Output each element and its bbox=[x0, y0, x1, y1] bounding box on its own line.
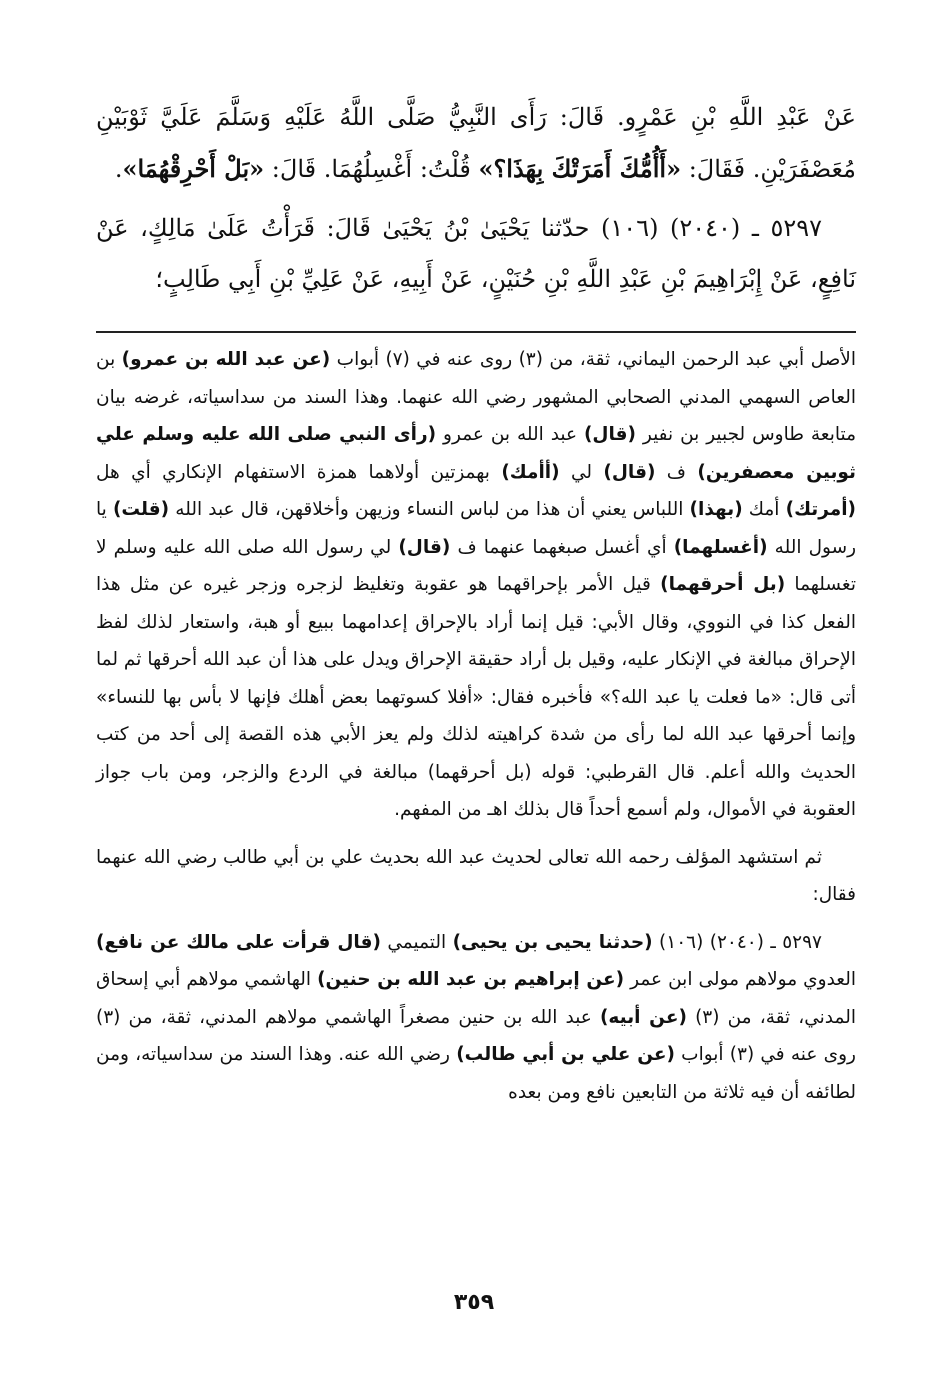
text-segment: ٥٢٩٧ ـ (٢٠٤٠) (١٠٦) bbox=[652, 931, 822, 953]
commentary-paragraph-1 bbox=[96, 341, 856, 829]
bold-segment: (قال) bbox=[603, 461, 656, 483]
text-segment: الأصل أبي عبد الرحمن اليماني، ثقة، من (٣) روى عنه في (٧) أبواب bbox=[330, 349, 856, 370]
bold-segment: (عن أبيه) bbox=[599, 1006, 687, 1028]
bold-segment: (قال قرأت على مالك عن نافع) bbox=[96, 931, 381, 953]
text-segment: أي أغسل صبغهما عنهما ف bbox=[450, 536, 674, 558]
bold-segment: «بَلْ أَحْرِقْهُمَا» bbox=[122, 154, 265, 183]
bold-segment: (بهذا) bbox=[689, 499, 743, 520]
text-segment: بهمزتين أولاهما همزة الاستفهام الإنكاري أي هل bbox=[96, 461, 502, 483]
text-segment: ٥٢٩٧ ـ (٢٠٤٠) (١٠٦) حدّثنا يَحْيَىٰ بْنُ يَحْيَىٰ قَالَ: قَرَأْتُ عَلَىٰ مَالِكٍ، عَنْ نَافِعٍ، عَنْ إِبْرَاهِيمَ بْنِ عَبْدِ اللَّهِ بْنِ حُنَيْنٍ، عَنْ أَبِيهِ، عَنْ عَلِيِّ بْنِ أَبِي طَالِبٍ؛ bbox=[96, 214, 856, 293]
book-page bbox=[96, 92, 856, 1386]
page-number: ٣٥٩ bbox=[453, 1290, 495, 1315]
bold-segment: (عن عبد الله بن عمرو) bbox=[121, 349, 331, 370]
text-segment: التميمي bbox=[380, 931, 453, 953]
bold-segment: (بل أحرقهما) bbox=[660, 574, 786, 595]
text-segment: ف bbox=[655, 461, 698, 483]
bold-segment: «أَأُمُّكَ أَمَرَتْكَ بِهَذَا؟» bbox=[478, 154, 682, 183]
hadith-paragraph-1 bbox=[96, 92, 856, 195]
text-segment: ثم استشهد المؤلف رحمه الله تعالى لحديث عبد الله بحديث علي بن أبي طالب رضي الله عنهما فقال: bbox=[96, 846, 856, 905]
text-segment: عبد الله بن حنين مصغراً الهاشمي مولاهم المدني، ثقة، من (٣) روى عنه في (٣) أبواب bbox=[96, 1006, 856, 1065]
text-segment: عَنْ عَبْدِ اللَّهِ بْنِ عَمْرٍو. قَالَ: رَأَى النَّبِيُّ صَلَّى اللَّهُ عَلَيْهِ وَسَلَّمَ عَلَيَّ ثَوْبَيْنِ مُعَصْفَرَيْنِ. فَقَالَ: bbox=[96, 103, 856, 183]
bold-segment: (رأى النبي صلى الله عليه وسلم علي ثوبين معصفرين) bbox=[96, 424, 856, 483]
commentary-text bbox=[96, 341, 856, 1111]
bold-segment: (عن علي بن أبي طالب) bbox=[456, 1044, 675, 1065]
hadith-text bbox=[96, 92, 856, 305]
text-segment: الهاشمي مولاهم أبي إسحاق المدني، ثقة، من (٣) bbox=[96, 969, 856, 1028]
text-segment: رضي الله عنه. وهذا السند من سداسياته، ومن لطائفه أن فيه ثلاثة من التابعين نافع ومن بعده bbox=[96, 1044, 856, 1103]
hadith-paragraph-2 bbox=[96, 203, 856, 305]
bold-segment: (عن إبراهيم بن عبد الله بن حنين) bbox=[317, 969, 625, 990]
bold-segment: (أأمك) bbox=[501, 461, 560, 483]
commentary-paragraph-2 bbox=[96, 839, 856, 914]
bold-segment: (قلت) bbox=[112, 499, 170, 520]
text-segment: . bbox=[114, 155, 123, 183]
bold-segment: (حدثنا يحيى بن يحيى) bbox=[452, 931, 653, 953]
text-segment: لي رسول الله صلى الله عليه وسلم لا تغسلهما bbox=[96, 536, 856, 595]
text-segment: قيل الأمر بإحراقهما هو عقوبة وتغليظ لزجره وزجر غيره عن مثل هذا الفعل كذا في النووي، وقال الأبي: قيل إنما أراد بالإحراق إعدامهما ببيع أو هبة، واستعار لذلك لفظ الإحراق مبالغة في الإنكار عليه، وقيل بل أراد حقيقة الإحراق ويدل على هذا أن عبد الله أحرقها ثم لما أتى قال: «ما فعلت يا عبد الله؟» فأخبره فقال: «أفلا كسوتهما بعض أهلك فإنها لا بأس بها للنساء» وإنما أحرقها عبد الله لما رأى من شدة كراهيته لذلك ولم يعز الأبي هذه القصة إلى أحد من كتب الحديث والله أعلم. قال القرطبي: قوله (بل أحرقهما) مبالغة في الردع والزجر، ومن باب جواز العقوبة في الأموال، ولم أسمع أحداً قال بذلك اهـ من المفهم. bbox=[96, 574, 856, 820]
text-segment: اللباس يعني أن هذا من لباس النساء وزيهن وأخلاقهن، قال عبد الله bbox=[169, 499, 690, 520]
bold-segment: (أمرتك) bbox=[785, 499, 856, 520]
bold-segment: (قال) bbox=[398, 536, 451, 558]
text-segment: العدوي مولاهم مولى ابن عمر bbox=[624, 969, 856, 990]
text-segment: يا رسول الله bbox=[96, 499, 857, 558]
bold-segment: (قال) bbox=[583, 424, 636, 445]
text-segment: قُلْتُ: أَغْسِلُهُمَا. قَالَ: bbox=[264, 155, 479, 183]
bold-segment: (أغسلهما) bbox=[673, 536, 768, 558]
text-segment: أمك bbox=[742, 499, 786, 520]
text-segment: لي bbox=[559, 461, 604, 483]
footnote-separator bbox=[96, 331, 856, 333]
text-segment: بن العاص السهمي المدني الصحابي المشهور رضي الله عنهما. وهذا السند من سداسياته، غرضه بيان متابعة طاوس لجبير بن نفير bbox=[96, 349, 856, 445]
commentary-paragraph-3 bbox=[96, 924, 856, 1112]
text-segment: عبد الله بن عمرو bbox=[436, 424, 584, 445]
